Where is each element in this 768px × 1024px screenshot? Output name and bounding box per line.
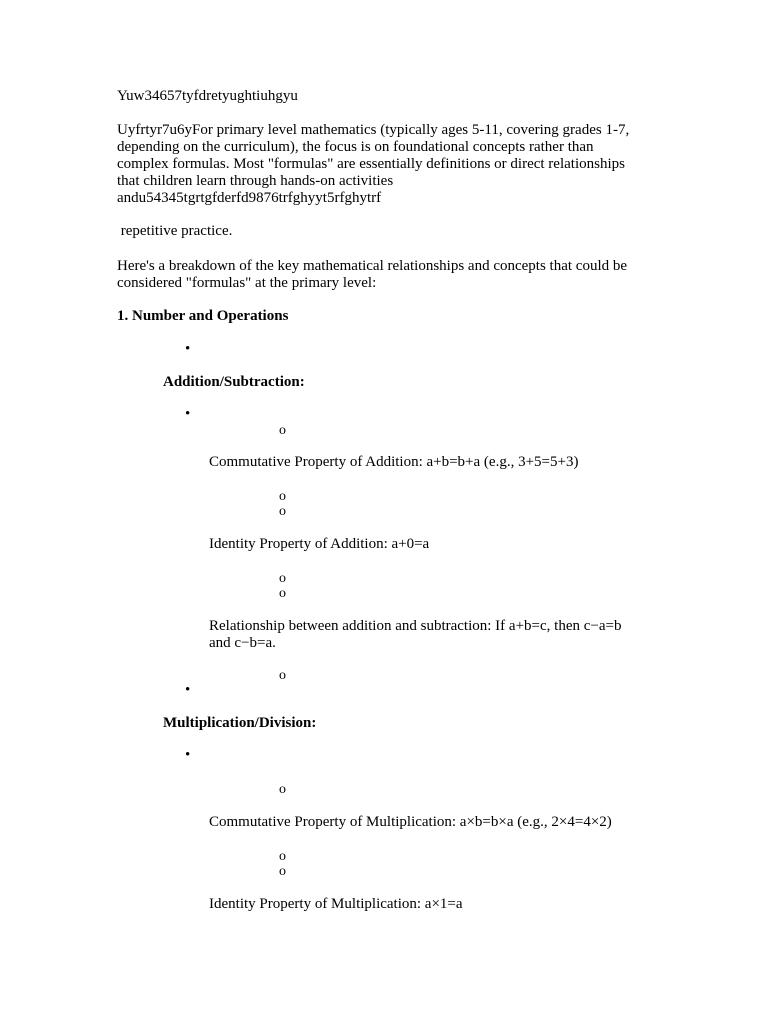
relationship-item-line-1: Relationship between addition and subtraction: If a+b=c, then c−a=b (209, 618, 622, 634)
breakdown-line-1: Here's a breakdown of the key mathematical relationships and concepts that could be (117, 258, 628, 274)
bullet-marker: • (185, 341, 191, 357)
sub-bullet-marker: o (279, 864, 286, 879)
heading-line: Yuw34657tyfdretyughtiuhgyu (117, 88, 298, 104)
commutative-addition-item: Commutative Property of Addition: a+b=b+a (e.g., 3+5=5+3) (209, 454, 579, 470)
bullet-marker: • (185, 406, 191, 422)
repetitive-practice-line: repetitive practice. (117, 223, 233, 239)
intro-line-1: Uyfrtyr7u6yFor primary level mathematics (typically ages 5-11, covering grades 1-7, (117, 122, 630, 138)
section-heading-number-operations: 1. Number and Operations (117, 308, 289, 324)
intro-line-3: complex formulas. Most "formulas" are essentially definitions or direct relationships (117, 156, 625, 172)
intro-line-5: andu54345tgrtgfderfd9876trfghyyt5rfghytrf (117, 190, 382, 206)
addition-subtraction-heading: Addition/Subtraction: (163, 374, 305, 390)
multiplication-division-heading: Multiplication/Division: (163, 715, 317, 731)
sub-bullet-marker: o (279, 586, 286, 601)
sub-bullet-marker: o (279, 849, 286, 864)
sub-bullet-marker: o (279, 668, 286, 683)
bullet-marker: • (185, 682, 191, 698)
sub-bullet-marker: o (279, 571, 286, 586)
sub-bullet-marker: o (279, 782, 286, 797)
sub-bullet-marker: o (279, 489, 286, 504)
sub-bullet-marker: o (279, 504, 286, 519)
bullet-marker: • (185, 747, 191, 763)
commutative-multiplication-item: Commutative Property of Multiplication: a×b=b×a (e.g., 2×4=4×2) (209, 814, 612, 830)
breakdown-line-2: considered "formulas" at the primary level: (117, 275, 377, 291)
sub-bullet-marker: o (279, 423, 286, 438)
intro-line-4: that children learn through hands-on activities (117, 173, 394, 189)
intro-line-2: depending on the curriculum), the focus is on foundational concepts rather than (117, 139, 594, 155)
identity-addition-item: Identity Property of Addition: a+0=a (209, 536, 430, 552)
relationship-item-line-2: and c−b=a. (209, 635, 276, 651)
identity-multiplication-item: Identity Property of Multiplication: a×1=a (209, 896, 463, 912)
